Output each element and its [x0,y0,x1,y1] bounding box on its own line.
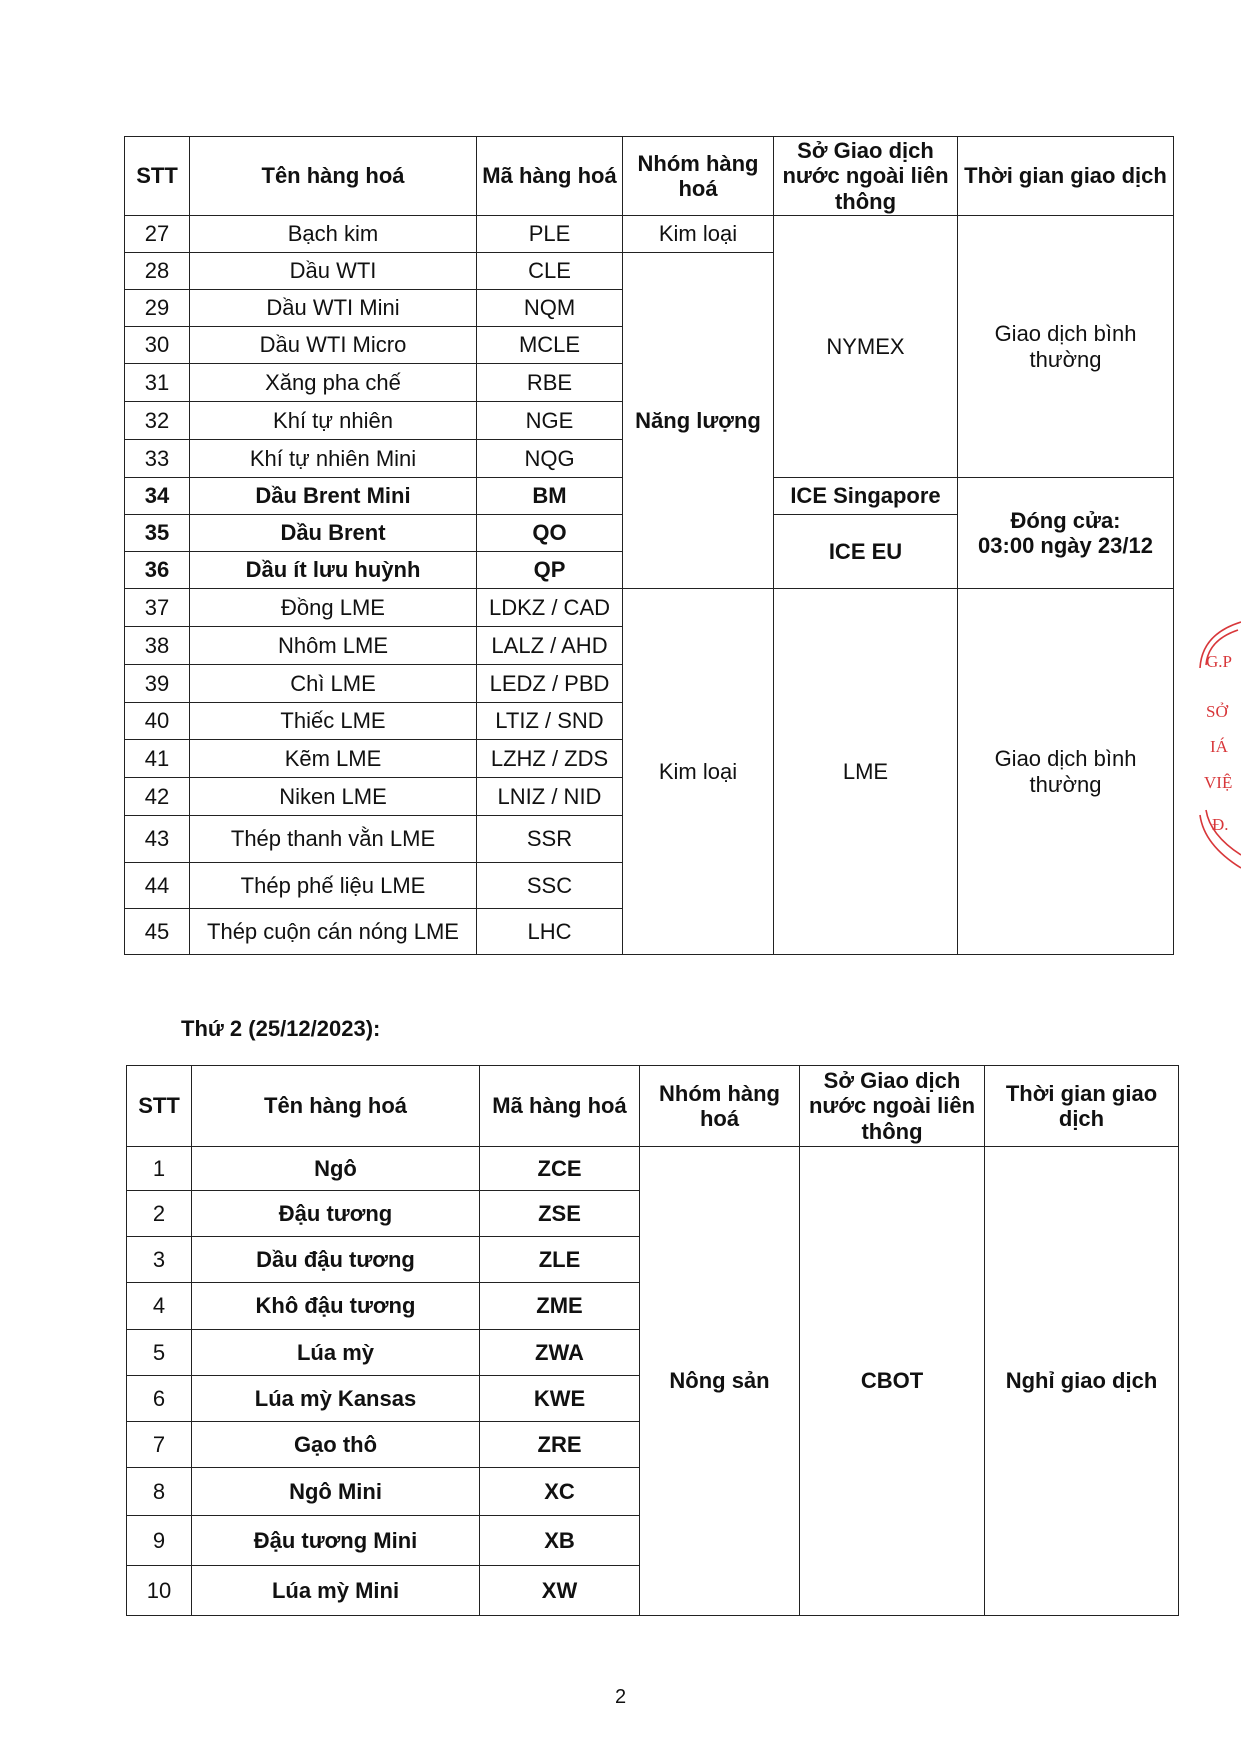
group-cell: Kim loại [623,216,774,253]
row-code: XB [480,1516,640,1566]
row-stt: 6 [127,1376,192,1422]
row-code: ZSE [480,1191,640,1237]
row-name: Lúa mỳ Kansas [192,1376,480,1422]
time-cell: Giao dịch bình thường [958,216,1174,478]
row-code: LTIZ / SND [477,703,623,740]
close-time: 03:00 ngày 23/12 [978,533,1153,558]
exchange-cell: ICE Singapore [774,478,958,515]
section-heading: Thứ 2 (25/12/2023): [181,1016,381,1041]
row-code: ZCE [480,1147,640,1191]
row-code: SSR [477,816,623,863]
table-row [125,589,1174,627]
stamp-fragment: IÁ [1210,737,1228,756]
row-stt: 3 [127,1237,192,1283]
row-stt: 5 [127,1330,192,1376]
stamp-seal-icon [1198,620,1241,870]
row-stt: 42 [125,778,190,816]
stamp-fragment: SỞ [1206,702,1228,721]
row-code: QO [477,515,623,552]
header-code: Mã hàng hoá [477,137,623,216]
row-name: Khí tự nhiên Mini [190,440,477,478]
row-stt: 43 [125,816,190,863]
time-cell: Giao dịch bình thường [958,589,1174,955]
header-time: Thời gian giao dịch [958,137,1174,216]
row-name: Thép phế liệu LME [190,863,477,909]
row-name: Đồng LME [190,589,477,627]
row-stt: 8 [127,1468,192,1516]
row-stt: 32 [125,402,190,440]
row-stt: 29 [125,290,190,327]
row-name: Dầu Brent [190,515,477,552]
row-name: Dầu WTI [190,253,477,290]
row-name: Kẽm LME [190,740,477,778]
commodity-table-1 [124,136,1174,955]
row-stt: 41 [125,740,190,778]
row-stt: 37 [125,589,190,627]
row-code: SSC [477,863,623,909]
row-code: LHC [477,909,623,955]
table-header-row [127,1066,1179,1147]
table-row [127,1147,1179,1191]
row-name: Dầu Brent Mini [190,478,477,515]
row-name: Dầu đậu tương [192,1237,480,1283]
exchange-cell: ICE EU [774,515,958,589]
header-stt: STT [127,1066,192,1147]
row-code: NGE [477,402,623,440]
header-exchange: Sở Giao dịch nước ngoài liên thông [800,1066,985,1147]
row-code: QP [477,552,623,589]
header-exchange: Sở Giao dịch nước ngoài liên thông [774,137,958,216]
row-name: Khí tự nhiên [190,402,477,440]
row-stt: 2 [127,1191,192,1237]
row-stt: 45 [125,909,190,955]
row-name: Chì LME [190,665,477,703]
row-code: NQM [477,290,623,327]
row-name: Ngô [192,1147,480,1191]
group-cell: Năng lượng [623,253,774,589]
header-group: Nhóm hàng hoá [623,137,774,216]
row-code: LDKZ / CAD [477,589,623,627]
stamp-fragment: Đ. [1212,815,1229,834]
row-code: ZWA [480,1330,640,1376]
row-name: Đậu tương [192,1191,480,1237]
page-number: 2 [614,1686,627,1708]
row-name: Ngô Mini [192,1468,480,1516]
header-code: Mã hàng hoá [480,1066,640,1147]
header-name: Tên hàng hoá [192,1066,480,1147]
row-code: LZHZ / ZDS [477,740,623,778]
group-cell: Nông sản [640,1147,800,1616]
exchange-cell: CBOT [800,1147,985,1616]
row-name: Xăng pha chế [190,364,477,402]
row-code: XW [480,1566,640,1616]
row-code: ZLE [480,1237,640,1283]
row-stt: 31 [125,364,190,402]
header-time: Thời gian giao dịch [985,1066,1179,1147]
exchange-cell: LME [774,589,958,955]
row-name: Thép cuộn cán nóng LME [190,909,477,955]
row-code: CLE [477,253,623,290]
header-group: Nhóm hàng hoá [640,1066,800,1147]
row-code: LNIZ / NID [477,778,623,816]
row-name: Nhôm LME [190,627,477,665]
row-code: ZRE [480,1422,640,1468]
exchange-cell: NYMEX [774,216,958,478]
row-code: BM [477,478,623,515]
row-name: Dầu ít lưu huỳnh [190,552,477,589]
row-stt: 9 [127,1516,192,1566]
table-header-row [125,137,1174,216]
row-name: Thép thanh vằn LME [190,816,477,863]
stamp-fragment: G.P [1206,652,1232,671]
row-stt: 35 [125,515,190,552]
row-stt: 36 [125,552,190,589]
row-stt: 33 [125,440,190,478]
time-cell [958,478,1174,589]
row-stt: 30 [125,327,190,364]
header-stt: STT [125,137,190,216]
row-stt: 44 [125,863,190,909]
table-row [125,216,1174,253]
stamp-text [1204,652,1232,834]
row-stt: 27 [125,216,190,253]
row-stt: 4 [127,1283,192,1330]
row-name: Lúa mỳ [192,1330,480,1376]
group-cell: Kim loại [623,589,774,955]
row-code: PLE [477,216,623,253]
row-name: Dầu WTI Mini [190,290,477,327]
row-name: Niken LME [190,778,477,816]
row-name: Dầu WTI Micro [190,327,477,364]
row-stt: 39 [125,665,190,703]
row-name: Bạch kim [190,216,477,253]
row-code: NQG [477,440,623,478]
row-stt: 34 [125,478,190,515]
row-code: KWE [480,1376,640,1422]
row-code: ZME [480,1283,640,1330]
close-label: Đóng cửa: [1010,507,1121,533]
stamp-fragment: VIỆ [1204,773,1233,792]
row-code: LALZ / AHD [477,627,623,665]
row-code: RBE [477,364,623,402]
header-name: Tên hàng hoá [190,137,477,216]
row-stt: 40 [125,703,190,740]
row-name: Đậu tương Mini [192,1516,480,1566]
row-stt: 1 [127,1147,192,1191]
row-name: Khô đậu tương [192,1283,480,1330]
row-name: Lúa mỳ Mini [192,1566,480,1616]
row-stt: 38 [125,627,190,665]
row-stt: 28 [125,253,190,290]
row-code: LEDZ / PBD [477,665,623,703]
row-name: Thiếc LME [190,703,477,740]
time-cell: Nghỉ giao dịch [985,1147,1179,1616]
row-name: Gạo thô [192,1422,480,1468]
row-stt: 10 [127,1566,192,1616]
row-stt: 7 [127,1422,192,1468]
commodity-table-2 [126,1065,1179,1616]
row-code: XC [480,1468,640,1516]
row-code: MCLE [477,327,623,364]
